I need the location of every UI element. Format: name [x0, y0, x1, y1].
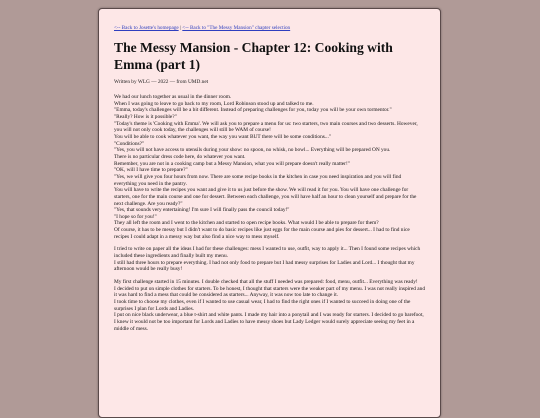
story-line: I decided to put on simple clothes for starters. To be honest, I thought that starters were the weaker part of my menu. I was not really inspired and it was hard to find a mess that could be considered as starters... Anyway, it was now too late to change it. [114, 285, 426, 299]
story-line: They all left the room and I went to the kitchen and started to open recipe books. What would I be able to prepare for them? [114, 220, 379, 227]
byline: Written by WLG — 2022 — from UMD.net [114, 79, 209, 85]
story-line: "I hope so for you!" [114, 213, 157, 220]
story-line: "Yes, you will not have access to utensils during your show: no spoon, no whisk, no bowl... Everything will be prepared ON you. [114, 147, 391, 154]
story-line: Of course, it has to be messy but I didn't want to do basic recipes like just eggs for the main course and pies for dessert... I had to find nice recipes I could adapt in a messy way but also find a nice way to mess myself. [114, 227, 410, 240]
story-line: When I was going to leave to go back to my room, Lord Robinson stood up and talked to me. [114, 100, 314, 107]
story-line: You will have to write the recipes you want and give it to us just before the show. We will read it for you. You will have one challenge for starters, one for the main course and one for dessert. Between each challenge, you will have half an hour to clean yourself and prepare for the next challenge. Are you ready?" [114, 187, 417, 207]
story-paragraph [114, 94, 425, 240]
story-paragraph [114, 246, 425, 273]
story-body [114, 94, 425, 332]
story-line: "Yes, that sounds very entertaining! I'm sure I will finally pass the council today!" [114, 207, 290, 214]
story-line: There is no particular dress code here, do whatever you want. [114, 153, 246, 160]
story-line: "OK, will I have time to prepare?" [114, 167, 188, 174]
story-line: You will be able to cook whatever you want, the way you want BUT there will be some conditions..." [114, 133, 332, 140]
story-line: "Conditions?" [114, 140, 145, 147]
story-line: "Really? How is it possible?" [114, 113, 177, 120]
story-line: My first challenge started in 15 minutes. I double checked that all the stuff I needed was prepared: food, menu, outfit... Everything was ready! [114, 279, 418, 286]
story-line: We had our lunch together as usual in the dinner room. [114, 94, 232, 100]
story-line: "Emma, today's challenges will be a bit different. Instead of preparing challenges for you, today you will be your own tormentor." [114, 107, 392, 114]
story-paragraph [114, 279, 425, 332]
story-line: I put on nice black underwear, a blue t-shirt and white pants. I made my hair into a ponytail and I was ready for starters. I decided to go barefoot, I knew it would not be too important for Lords and Ladies to have messy shoes but Lady Ledger would surely appreciate seeing my feet in a middle of mess. [114, 312, 424, 332]
page-title: The Messy Mansion - Chapter 12: Cooking with Emma (part 1) [114, 40, 393, 72]
story-line: Remember, you are not in a cooking camp but a Messy Mansion, what you will prepare doesn't really matter!" [114, 160, 350, 167]
story-line: I took time to choose my clothes, even if I wanted to use casual wear, I had to find the right ones if I wanted to succeed in doing one of the surprises I plan for Lords and Ladies. [114, 299, 411, 312]
story-line: I tried to write on paper all the ideas I had for these challenges: mess I wanted to use, outfit, way to apply it... Then I found some recipes which included these ingredients and finally built my menu. [114, 246, 421, 260]
back-to-homepage-link[interactable]: <-- Back to Josette's homepage [114, 25, 179, 31]
story-line: I still had three hours to prepare everything. I had not only food to prepare but I had messy surprises for Ladies and Lord... I thought that my afternoon would be really busy! [114, 259, 415, 273]
nav-separator: | [179, 25, 181, 31]
story-page [98, 8, 441, 418]
story-line: "Yes, we will give you four hours from now. There are some recipe books in the kitchen in case you need inspiration and you will find everything you need in the pantry. [114, 173, 402, 187]
story-line: "Today's theme is 'Cooking with Emma'. We will ask you to prepare a menu for us: two starters, two main courses and two desserts. However, you will not only cook today, the challenges will still be WAM of course! [114, 120, 418, 134]
breadcrumb [114, 25, 425, 32]
back-to-chapter-selection-link[interactable]: <-- Back to "The Messy Mansion" chapter selection [182, 25, 291, 31]
